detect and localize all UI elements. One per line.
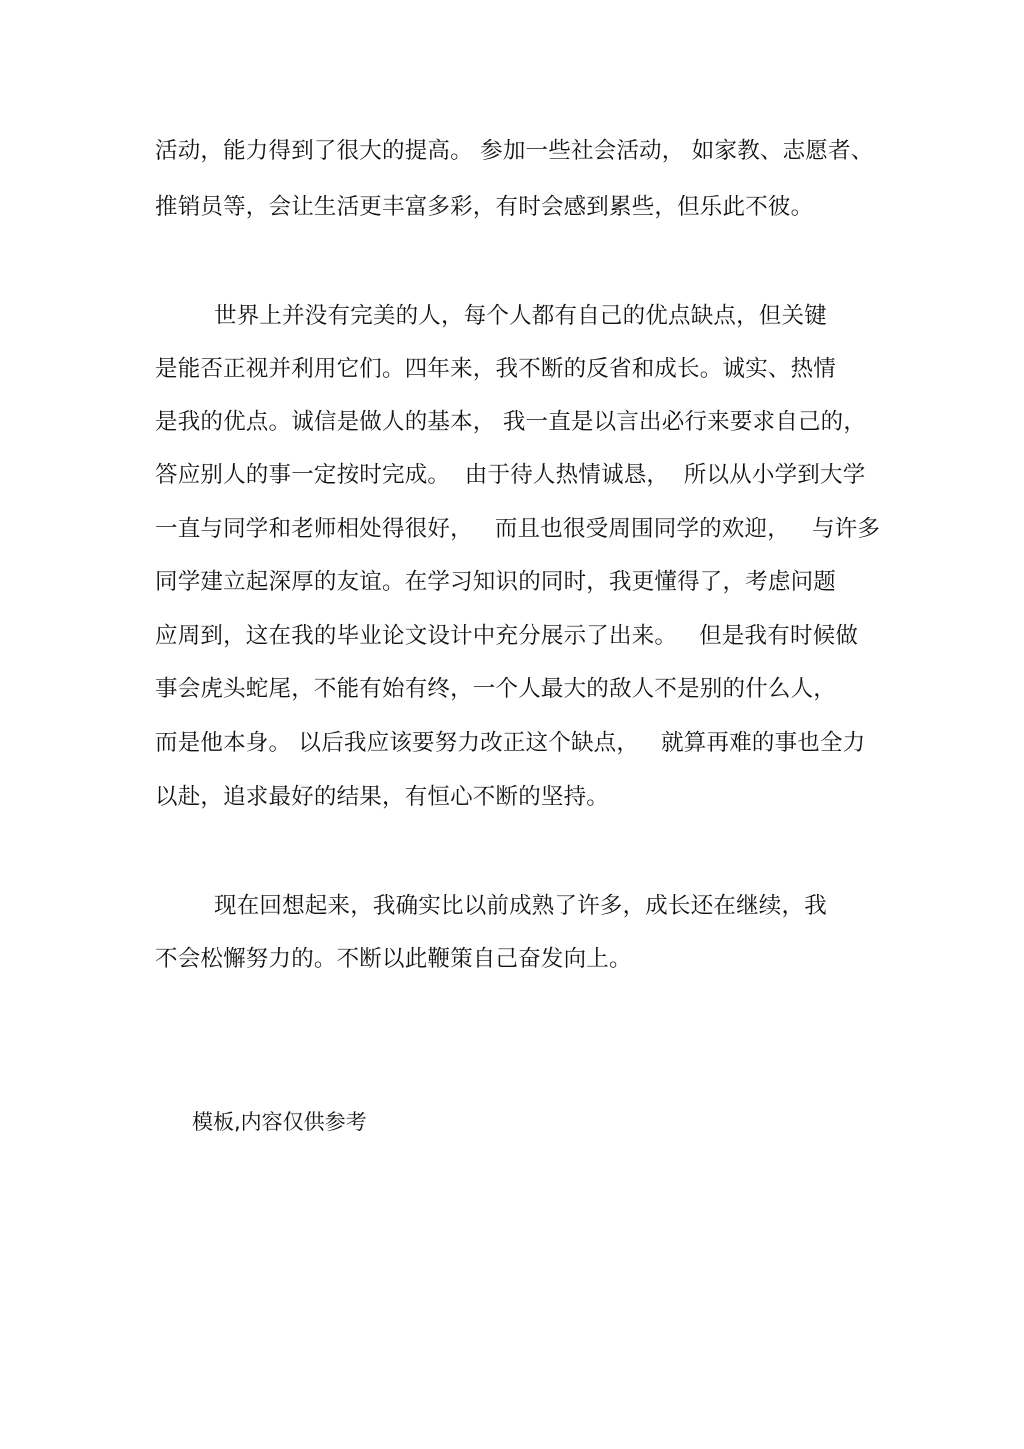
paragraph-3-line-2: 不会松懈努力的。不断以此鞭策自己奋发向上。 bbox=[155, 946, 632, 972]
paragraph-2-line-8: 事会虎头蛇尾，不能有始有终，一个人最大的敌人不是别的什么人， bbox=[155, 676, 837, 702]
paragraph-1-line-1: 活动，能力得到了很大的提高。 参加一些社会活动， 如家教、志愿者、 bbox=[155, 138, 874, 164]
paragraph-2-line-2: 是能否正视并利用它们。四年来，我不断的反省和成长。诚实、热情 bbox=[155, 356, 837, 382]
paragraph-2-line-7: 应周到，这在我的毕业论文设计中充分展示了出来。 但是我有时候做 bbox=[155, 623, 859, 649]
paragraph-2-line-6: 同学建立起深厚的友谊。在学习知识的同时，我更懂得了，考虑问题 bbox=[155, 569, 837, 595]
paragraph-3-line-1: 现在回想起来，我确实比以前成熟了许多，成长还在继续，我 bbox=[214, 893, 827, 919]
paragraph-1-line-2: 推销员等，会让生活更丰富多彩，有时会感到累些，但乐此不彼。 bbox=[155, 194, 814, 220]
paragraph-2-line-5: 一直与同学和老师相处得很好， 而且也很受周围同学的欢迎， 与许多 bbox=[155, 516, 881, 542]
paragraph-2-line-4: 答应别人的事一定按时完成。 由于待人热情诚恳， 所以从小学到大学 bbox=[155, 462, 866, 488]
paragraph-2-line-9: 而是他本身。 以后我应该要努力改正这个缺点， 就算再难的事也全力 bbox=[155, 730, 866, 756]
paragraph-2-line-10: 以赴，追求最好的结果，有恒心不断的坚持。 bbox=[155, 784, 610, 810]
template-note: 模板,内容仅供参考 bbox=[192, 1110, 367, 1134]
paragraph-2-line-1: 世界上并没有完美的人，每个人都有自己的优点缺点，但关键 bbox=[214, 303, 827, 329]
paragraph-2-line-3: 是我的优点。诚信是做人的基本， 我一直是以言出必行来要求自己的， bbox=[155, 409, 867, 435]
